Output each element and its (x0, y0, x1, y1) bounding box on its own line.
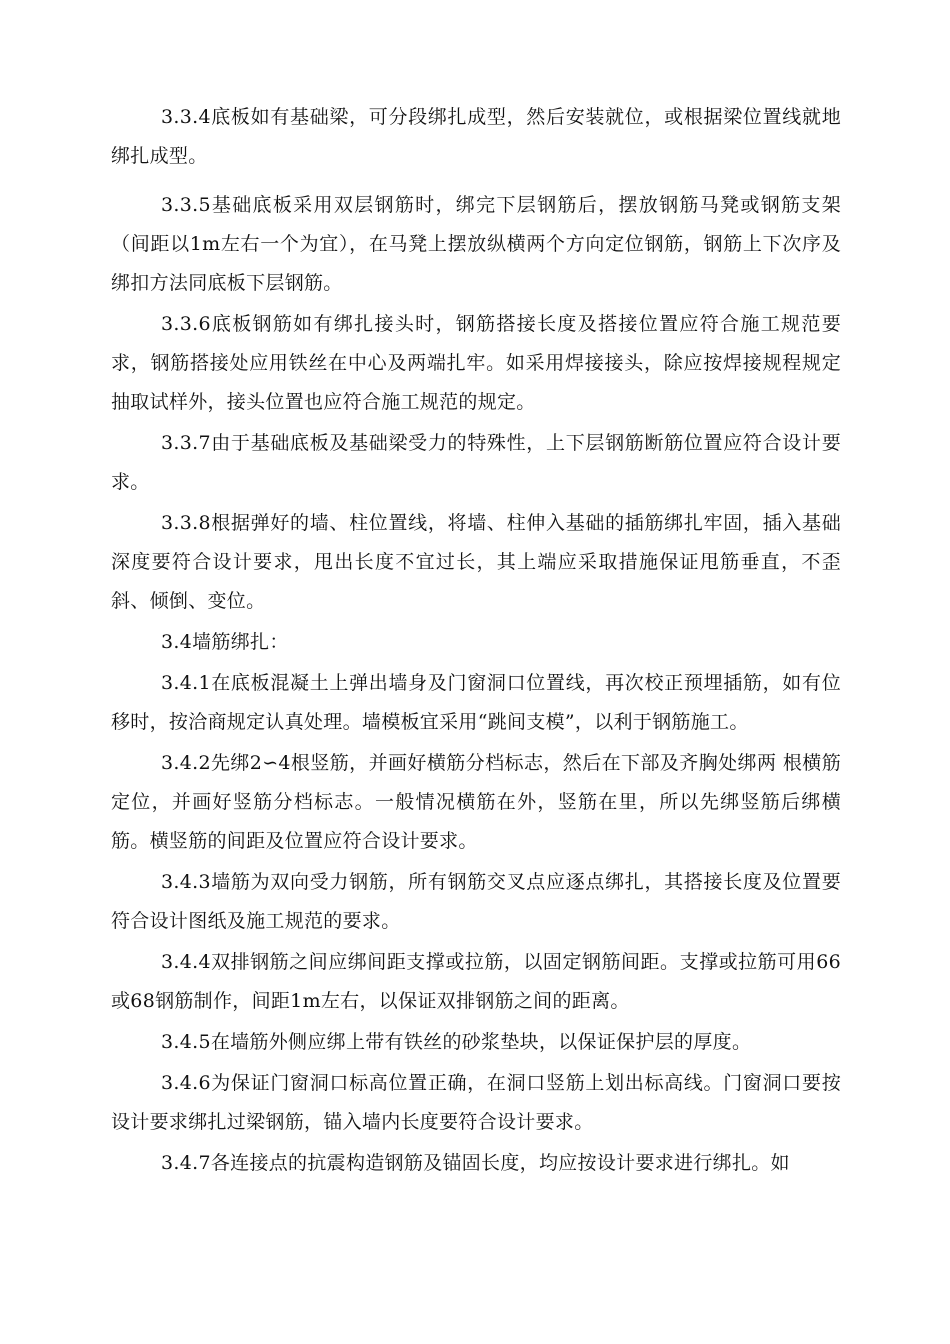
paragraph-text: 3.4.5在墙筋外侧应绑上带有铁丝的砂浆垫块，以保证保护层的厚度。 (161, 1031, 752, 1053)
paragraph-text: 3.4.2先绑2∽4根竖筋，并画好横筋分档标志，然后在下部及齐胸处绑两 根横筋定位，并画好竖筋分档标志。一般情况横筋在外，竖筋在里，所以先绑竖筋后绑横筋。横竖筋的间距及位置应符合设计要求。 (111, 752, 841, 852)
paragraph-text: 3.4.6为保证门窗洞口标高位置正确，在洞口竖筋上划出标高线。门窗洞口要按设计要求绑扎过梁钢筋，锚入墙内长度要符合设计要求。 (111, 1072, 841, 1133)
section-heading-text: 3.4墙筋绑扎： (161, 631, 289, 653)
paragraph-3-3-5 (111, 186, 841, 303)
paragraph-text: 3.3.6底板钢筋如有绑扎接头时，钢筋搭接长度及搭接位置应符合施工规范要求，钢筋搭接处应用铁丝在中心及两端扎牢。如采用焊接接头，除应按焊接规程规定抽取试样外，接头位置也应符合施工规范的规定。 (111, 313, 841, 413)
paragraph-3-4-3 (111, 863, 841, 941)
paragraph-3-4-7 (111, 1144, 841, 1183)
paragraph-3-3-4 (111, 98, 841, 176)
paragraph-text: 3.3.4底板如有基础梁，可分段绑扎成型，然后安装就位，或根据梁位置线就地绑扎成型。 (111, 106, 841, 167)
paragraph-3-3-7 (111, 424, 841, 502)
paragraph-text: 3.3.7由于基础底板及基础梁受力的特殊性，上下层钢筋断筋位置应符合设计要求。 (111, 432, 841, 493)
paragraph-3-4-2 (111, 744, 841, 861)
paragraph-text: 3.4.1在底板混凝土上弹出墙身及门窗洞口位置线，再次校正预埋插筋，如有位移时，按洽商规定认真处理。墙模板宜采用“跳间支模”，以利于钢筋施工。 (111, 672, 841, 733)
paragraph-3-3-6 (111, 305, 841, 422)
paragraph-3-4-4 (111, 943, 841, 1021)
paragraph-3-4-6 (111, 1064, 841, 1142)
section-heading-3-4 (111, 623, 841, 662)
paragraph-3-4-5 (111, 1023, 841, 1062)
paragraph-text: 3.4.7各连接点的抗震构造钢筋及锚固长度，均应按设计要求进行绑扎。如 (161, 1152, 790, 1174)
paragraph-text: 3.3.8根据弹好的墙、柱位置线，将墙、柱伸入基础的插筋绑扎牢固，插入基础深度要符合设计要求，甩出长度不宜过长，其上端应采取措施保证甩筋垂直，不歪斜、倾倒、变位。 (111, 512, 841, 612)
paragraph-text: 3.4.4双排钢筋之间应绑间距支撑或拉筋，以固定钢筋间距。支撑或拉筋可用66或68钢筋制作，间距1m左右，以保证双排钢筋之间的距离。 (111, 951, 841, 1012)
paragraph-text: 3.3.5基础底板采用双层钢筋时，绑完下层钢筋后，摆放钢筋马凳或钢筋支架（间距以1m左右一个为宜），在马凳上摆放纵横两个方向定位钢筋，钢筋上下次序及绑扣方法同底板下层钢筋。 (111, 194, 841, 294)
paragraph-3-4-1 (111, 664, 841, 742)
paragraph-3-3-8 (111, 504, 841, 621)
document-body (111, 98, 841, 1183)
paragraph-text: 3.4.3墙筋为双向受力钢筋，所有钢筋交叉点应逐点绑扎，其搭接长度及位置要符合设计图纸及施工规范的要求。 (111, 871, 841, 932)
